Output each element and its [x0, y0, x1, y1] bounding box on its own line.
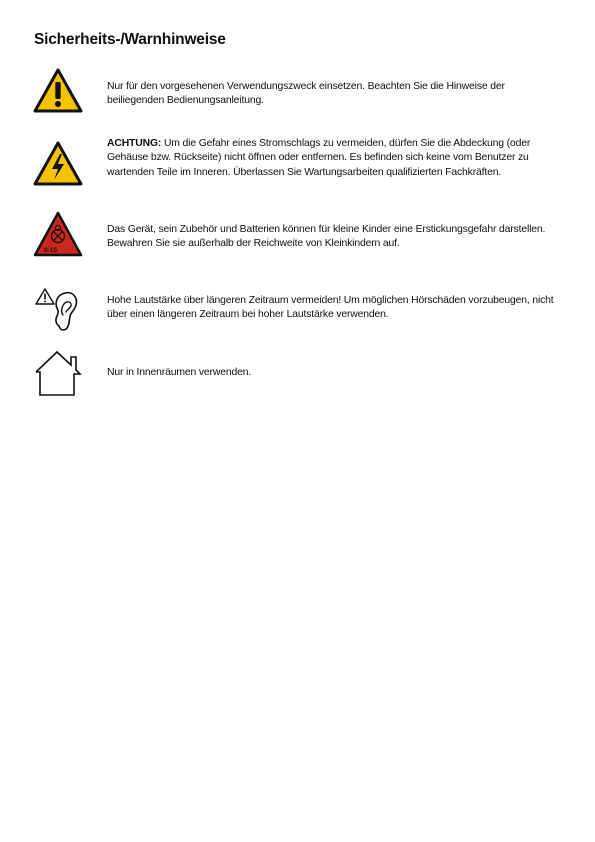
- hearing-damage-icon: [33, 286, 83, 336]
- warning-body: Um die Gefahr eines Stromschlags zu vermeiden, dürfen Sie die Abdeckung (oder Gehäuse bzw. Rückseite) nicht öffnen oder entfernen. Es befinden sich keine vom Benutzer zu wartenden Teile im Inneren. Überlassen Sie Wartungsarbeiten qualifizierten Fachkräften.: [107, 138, 531, 178]
- page-title: Sicherheits-/Warnhinweise: [34, 31, 226, 48]
- choking-hazard-icon: [33, 211, 83, 261]
- warning-text: Nur in Innenräumen verwenden.: [107, 367, 252, 378]
- warning-text: [107, 137, 559, 180]
- indoor-use-house-icon: [33, 348, 83, 398]
- warning-text: Hohe Lautstärke über längeren Zeitraum vermeiden! Um möglichen Hörschäden vorzubeugen, nicht über einen längeren Zeitraum bei hoher Lautstärke verwenden.: [107, 295, 554, 321]
- electric-shock-warning-icon: [33, 141, 83, 191]
- warning-text: Das Gerät, sein Zubehör und Batterien können für kleine Kinder eine Erstickungsgefahr darstellen. Bewahren Sie sie außerhalb der Reichweite von Kleinkindern auf.: [107, 224, 546, 250]
- general-warning-icon: [33, 68, 83, 118]
- choking-age-label: 0-15: [44, 247, 58, 254]
- warning-prefix: ACHTUNG:: [107, 138, 162, 149]
- warning-text: Nur für den vorgesehenen Verwendungszweck einsetzen. Beachten Sie die Hinweise der beiliegenden Bedienungsanleitung.: [107, 81, 505, 107]
